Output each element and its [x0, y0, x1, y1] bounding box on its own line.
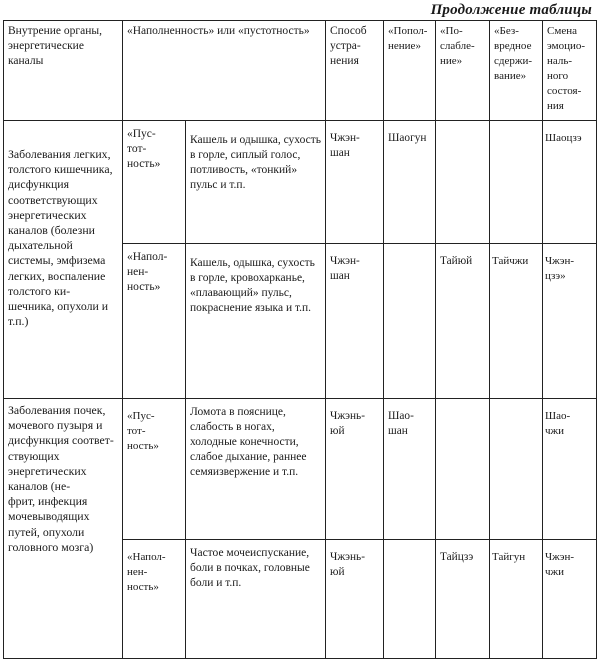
header-organs: Внутрение органы, энергетические каналы — [4, 21, 123, 121]
treatment-table — [3, 20, 597, 659]
table-row — [4, 121, 597, 244]
header-method: Способ устра- нения — [326, 21, 384, 121]
header-restrain: «Без- вредное сдержи- вание» — [490, 21, 543, 121]
header-replenish: «Попол- нение» — [384, 21, 436, 121]
restrain-cell: Тайгун — [490, 540, 543, 659]
method-cell: Чжэнь- юй — [326, 399, 384, 540]
restrain-cell: Тайчжи — [490, 244, 543, 399]
header-weaken: «По- слабле- ние» — [436, 21, 490, 121]
header-fullness: «Наполненность» или «пустотность» — [123, 21, 326, 121]
replenish-cell: Шао- шан — [384, 399, 436, 540]
method-cell: Чжэнь- юй — [326, 540, 384, 659]
replenish-cell — [384, 244, 436, 399]
organ-cell-kidneys: Заболевания почек, мочевого пузыря и дисфункция соответ- ствующих энергетических каналов (не- фрит, инфекция мочевыводящих путей, опухоли головного мозга) — [4, 399, 123, 659]
state-cell: «Напол- нен- ность» — [123, 244, 186, 399]
emotion-cell: Шаоцзэ — [543, 121, 597, 244]
emotion-cell: Чжэн- чжи — [543, 540, 597, 659]
state-cell: «Пус- тот- ность» — [123, 121, 186, 244]
weaken-cell: Тайцзэ — [436, 540, 490, 659]
symptoms-cell: Кашель, одышка, сухость в горле, кровохарканье, «плавающий» пульс, покраснение языка и т.п. — [186, 244, 326, 399]
weaken-cell — [436, 399, 490, 540]
restrain-cell — [490, 121, 543, 244]
header-row — [4, 21, 597, 121]
emotion-cell: Чжэн- цзэ» — [543, 244, 597, 399]
weaken-cell: Тайюй — [436, 244, 490, 399]
method-cell: Чжэн- шан — [326, 244, 384, 399]
table-continuation-caption: Продолжение таблицы — [430, 2, 592, 18]
emotion-cell: Шао- чжи — [543, 399, 597, 540]
symptoms-cell: Частое мочеиспускание, боли в почках, головные боли и т.п. — [186, 540, 326, 659]
organ-cell-lungs: Заболевания легких, толстого кишечника, дисфункция соответствующих энергетических каналов (болезни дыхательной системы, эмфизема легких, воспаление толстого ки- шечника, опухоли и т.п.) — [4, 121, 123, 399]
state-cell: «Пус- тот- ность» — [123, 399, 186, 540]
symptoms-cell: Кашель и одышка, сухость в горле, сиплый голос, потливость, «тонкий» пульс и т.п. — [186, 121, 326, 244]
replenish-cell: Шаогун — [384, 121, 436, 244]
replenish-cell — [384, 540, 436, 659]
header-emotion: Смена эмоцио- наль- ного состоя- ния — [543, 21, 597, 121]
state-cell: «Напол- нен- ность» — [123, 540, 186, 659]
weaken-cell — [436, 121, 490, 244]
restrain-cell — [490, 399, 543, 540]
method-cell: Чжэн- шан — [326, 121, 384, 244]
table-row — [4, 399, 597, 540]
symptoms-cell: Ломота в пояснице, слабость в ногах, холодные конечности, слабое дыхание, раннее семяизвержение и т.п. — [186, 399, 326, 540]
